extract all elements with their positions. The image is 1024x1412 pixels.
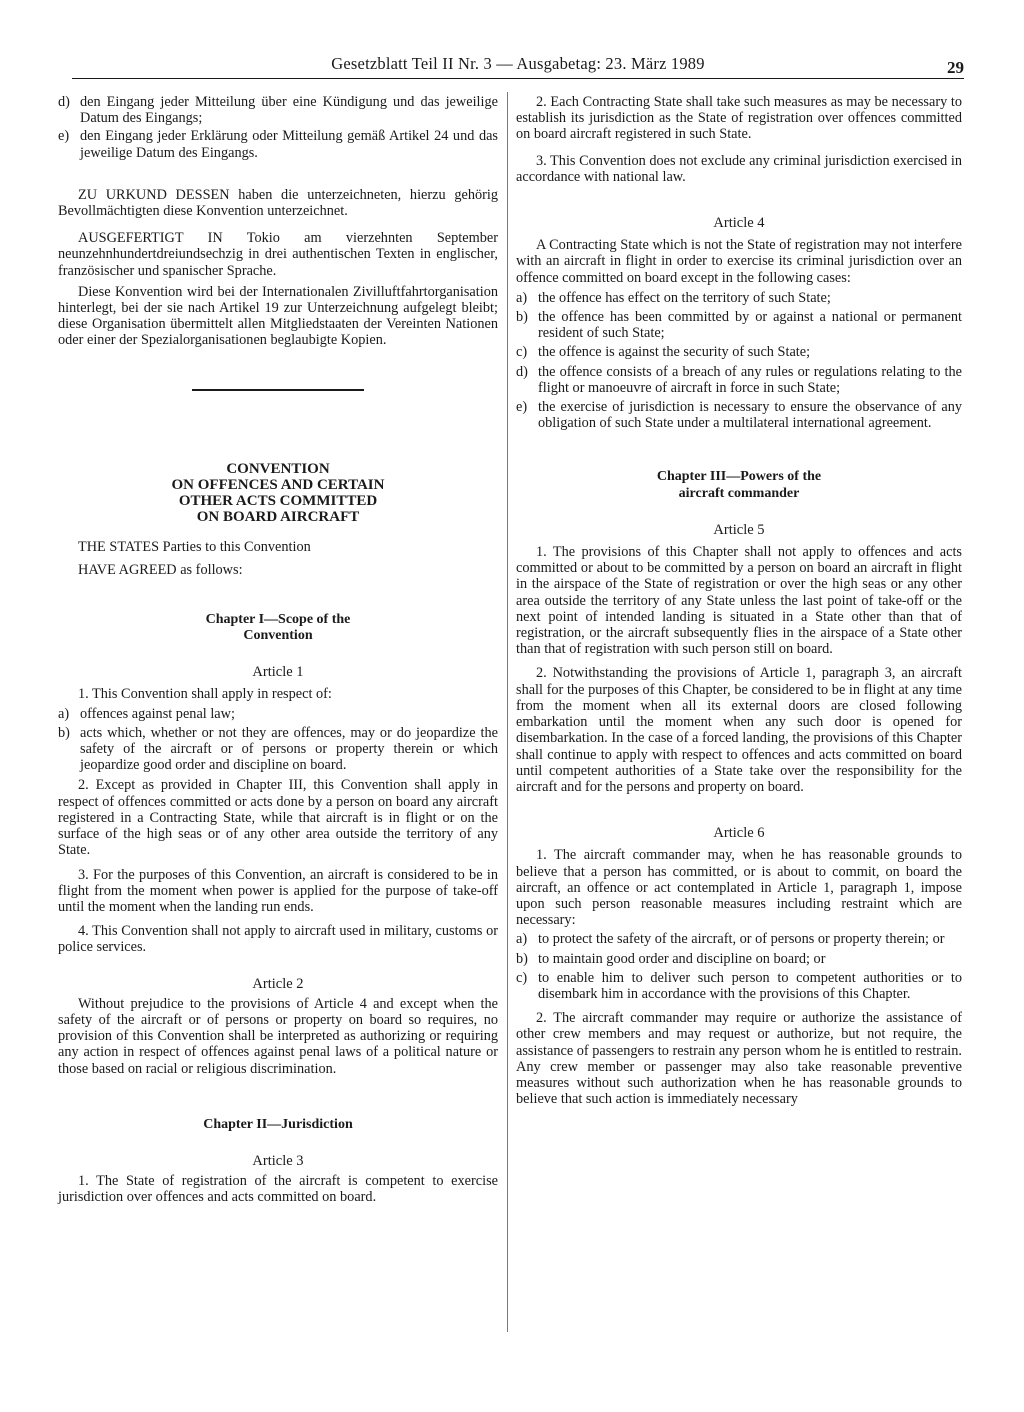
paragraph: AUSGEFERTIGT IN Tokio am vierzehnten September neunzehnhundertdreiundsechzig in drei authentischen Texten in englischer, französischer und spanischer Sprache. <box>58 230 498 279</box>
list-item <box>516 364 962 396</box>
item-text: the offence consists of a breach of any rules or regulations relating to the flight or manoeuvre of aircraft in force in such State; <box>538 363 962 396</box>
item-text: den Eingang jeder Mitteilung über eine Kündigung und das jeweilige Datum des Eingangs; <box>80 94 498 127</box>
list-item <box>516 951 962 967</box>
list-item <box>58 94 498 126</box>
left-column <box>58 94 498 1206</box>
paragraph: 2. The aircraft commander may require or authorize the assistance of other crew members and may request or authorize, but not require, the assistance of passengers to restrain any person whom he is entitled to restrain. Any crew member or passenger may also take reasonable preventive measures without such authorization when he has reasonable grounds to believe that such action is immediately necessary <box>516 1010 962 1108</box>
list-item <box>516 970 962 1002</box>
item-text: acts which, whether or not they are offences, may or do jeopardize the safety of the aircraft or of persons or property therein or which jeopardize good order and discipline on board. <box>80 724 498 774</box>
list-item <box>516 931 962 947</box>
item-text: the offence is against the security of such State; <box>538 344 811 361</box>
item-label: a) <box>516 931 528 948</box>
list-item <box>516 290 962 306</box>
article-heading: Article 3 <box>252 1152 304 1169</box>
paragraph: A Contracting State which is not the State of registration may not interfere with an aircraft in flight in order to exercise its criminal jurisdiction over an offence committed on board except in the following cases: <box>516 237 962 286</box>
preamble-line: THE STATES Parties to this Convention <box>78 539 311 556</box>
right-column <box>516 94 962 1107</box>
item-text: the offence has been committed by or against a national or permanent resident of such State; <box>538 309 962 342</box>
list-item <box>516 344 962 360</box>
paragraph: 3. This Convention does not exclude any criminal jurisdiction exercised in accordance with national law. <box>516 152 962 185</box>
page-header <box>72 52 964 79</box>
item-text: den Eingang jeder Erklärung oder Mitteilung gemäß Artikel 24 und das jeweilige Datum des Eingangs. <box>80 128 498 161</box>
paragraph: 4. This Convention shall not apply to aircraft used in military, customs or police services. <box>58 923 498 956</box>
preamble-line: HAVE AGREED as follows: <box>78 561 243 578</box>
title-line: ON BOARD AIRCRAFT <box>196 509 360 526</box>
paragraph: Diese Konvention wird bei der Internationalen Zivilluftfahrtorganisation hinterlegt, bei der sie nach Artikel 19 zur Unterzeichnung aufgelegt bleibt; diese Organisation übermittelt allen Mitgliedstaaten der Vereinten Nationen oder einer der Spezialorganisationen beglaubigte Kopien. <box>58 283 498 349</box>
article-heading: Article 6 <box>713 825 765 842</box>
item-text: to protect the safety of the aircraft, or of persons or property therein; or <box>538 931 945 948</box>
item-text: to enable him to deliver such person to competent authorities or to disembark him in accordance with the provisions of this Chapter. <box>538 969 962 1002</box>
item-label: a) <box>516 289 528 306</box>
paragraph: ZU URKUND DESSEN haben die unterzeichneten, hierzu gehörig Bevollmächtigten diese Konvention unterzeichnet. <box>58 186 498 220</box>
paragraph: 2. Each Contracting State shall take such measures as may be necessary to establish its jurisdiction as the State of registration over offences committed on board aircraft registered in such State. <box>516 94 962 143</box>
list-item <box>58 725 498 774</box>
item-label: b) <box>516 950 528 967</box>
item-label: b) <box>516 309 528 326</box>
page-number: 29 <box>947 58 964 77</box>
list-item <box>516 399 962 431</box>
title-line: OTHER ACTS COMMITTED <box>178 493 378 510</box>
title-line: ON OFFENCES AND CERTAIN <box>171 476 385 493</box>
paragraph: 1. The provisions of this Chapter shall not apply to offences and acts committed or about to be committed by a person on board an aircraft in flight in the airspace of the State of registration or over the high seas or any other area outside the territory of any State unless the last point of take-off or the next point of intended landing is situated in a State other than that of registration, or the aircraft subsequently flies in the airspace of a State other than that of registration with such person still on board. <box>516 544 962 658</box>
column-divider <box>507 92 508 1332</box>
paragraph: 2. Except as provided in Chapter III, this Convention shall apply in respect of offences committed or acts done by a person on board any aircraft registered in a Contracting State, while that aircraft is in flight or on the surface of the high seas or of any other area outside the territory of any State. <box>58 777 498 859</box>
item-label: e) <box>516 399 528 416</box>
article-heading: Article 2 <box>252 975 304 992</box>
paragraph: 3. For the purposes of this Convention, an aircraft is considered to be in flight from the moment when power is applied for the purpose of take-off until the moment when the landing run ends. <box>58 866 498 915</box>
article-heading: Article 1 <box>252 664 304 681</box>
list-item <box>58 128 498 160</box>
article-heading: Article 5 <box>713 521 765 538</box>
paragraph: 2. Notwithstanding the provisions of Article 1, paragraph 3, an aircraft shall for the purposes of this Chapter, be considered to be in flight at any time from the moment when all its external doors are closed following embarkation until the moment when any such door is opened for disembarkation. In the case of a forced landing, the provisions of this Chapter shall continue to apply with respect to offences and acts committed on board until competent authorities of a State take over the responsibility for the aircraft and for the persons and property on board. <box>516 665 962 795</box>
chapter-line: Chapter I—Scope of the <box>205 611 351 627</box>
paragraph: 1. The State of registration of the aircraft is competent to exercise jurisdiction over offences and acts committed on board. <box>58 1173 498 1206</box>
item-text: the exercise of jurisdiction is necessary to ensure the observance of any obligation of such State under a multilateral international agreement. <box>538 399 962 432</box>
article-heading: Article 4 <box>713 215 765 232</box>
paragraph: Without prejudice to the provisions of Article 4 and except when the safety of the aircraft or of persons or property on board so requires, no provision of this Convention shall be interpreted as authorizing or requiring any action in respect of offences against penal laws of a political nature or those based on racial or religious discrimination. <box>58 995 498 1077</box>
item-label: d) <box>58 94 70 110</box>
item-label: b) <box>58 724 70 741</box>
gazette-title: Gesetzblatt Teil II Nr. 3 — Ausgabetag: 23. März 1989 <box>331 54 705 73</box>
item-text: the offence has effect on the territory of such State; <box>538 289 831 306</box>
list-item <box>58 706 498 722</box>
item-label: d) <box>516 363 528 380</box>
section-rule <box>192 389 364 391</box>
item-text: offences against penal law; <box>80 705 235 722</box>
chapter-line: Convention <box>243 628 313 644</box>
chapter-heading <box>58 612 498 644</box>
paragraph: 1. The aircraft commander may, when he has reasonable grounds to believe that a person has committed, or is about to commit, on board the aircraft, an offence or act contemplated in Article 1, paragraph 1, impose upon such person reasonable measures including restraint which are necessary: <box>516 847 962 929</box>
item-label: c) <box>516 969 528 986</box>
item-text: to maintain good order and discipline on board; or <box>538 950 826 967</box>
list-item <box>516 309 962 341</box>
convention-title <box>58 461 498 526</box>
title-line: CONVENTION <box>226 460 330 477</box>
item-label: c) <box>516 344 528 361</box>
item-label: a) <box>58 705 70 722</box>
item-label: e) <box>58 128 70 145</box>
chapter-line: aircraft commander <box>678 485 800 501</box>
paragraph: 1. This Convention shall apply in respect of: <box>78 686 332 703</box>
chapter-heading: Chapter II—Jurisdiction <box>203 1116 353 1132</box>
chapter-heading <box>516 469 962 501</box>
chapter-line: Chapter III—Powers of the <box>656 469 822 485</box>
